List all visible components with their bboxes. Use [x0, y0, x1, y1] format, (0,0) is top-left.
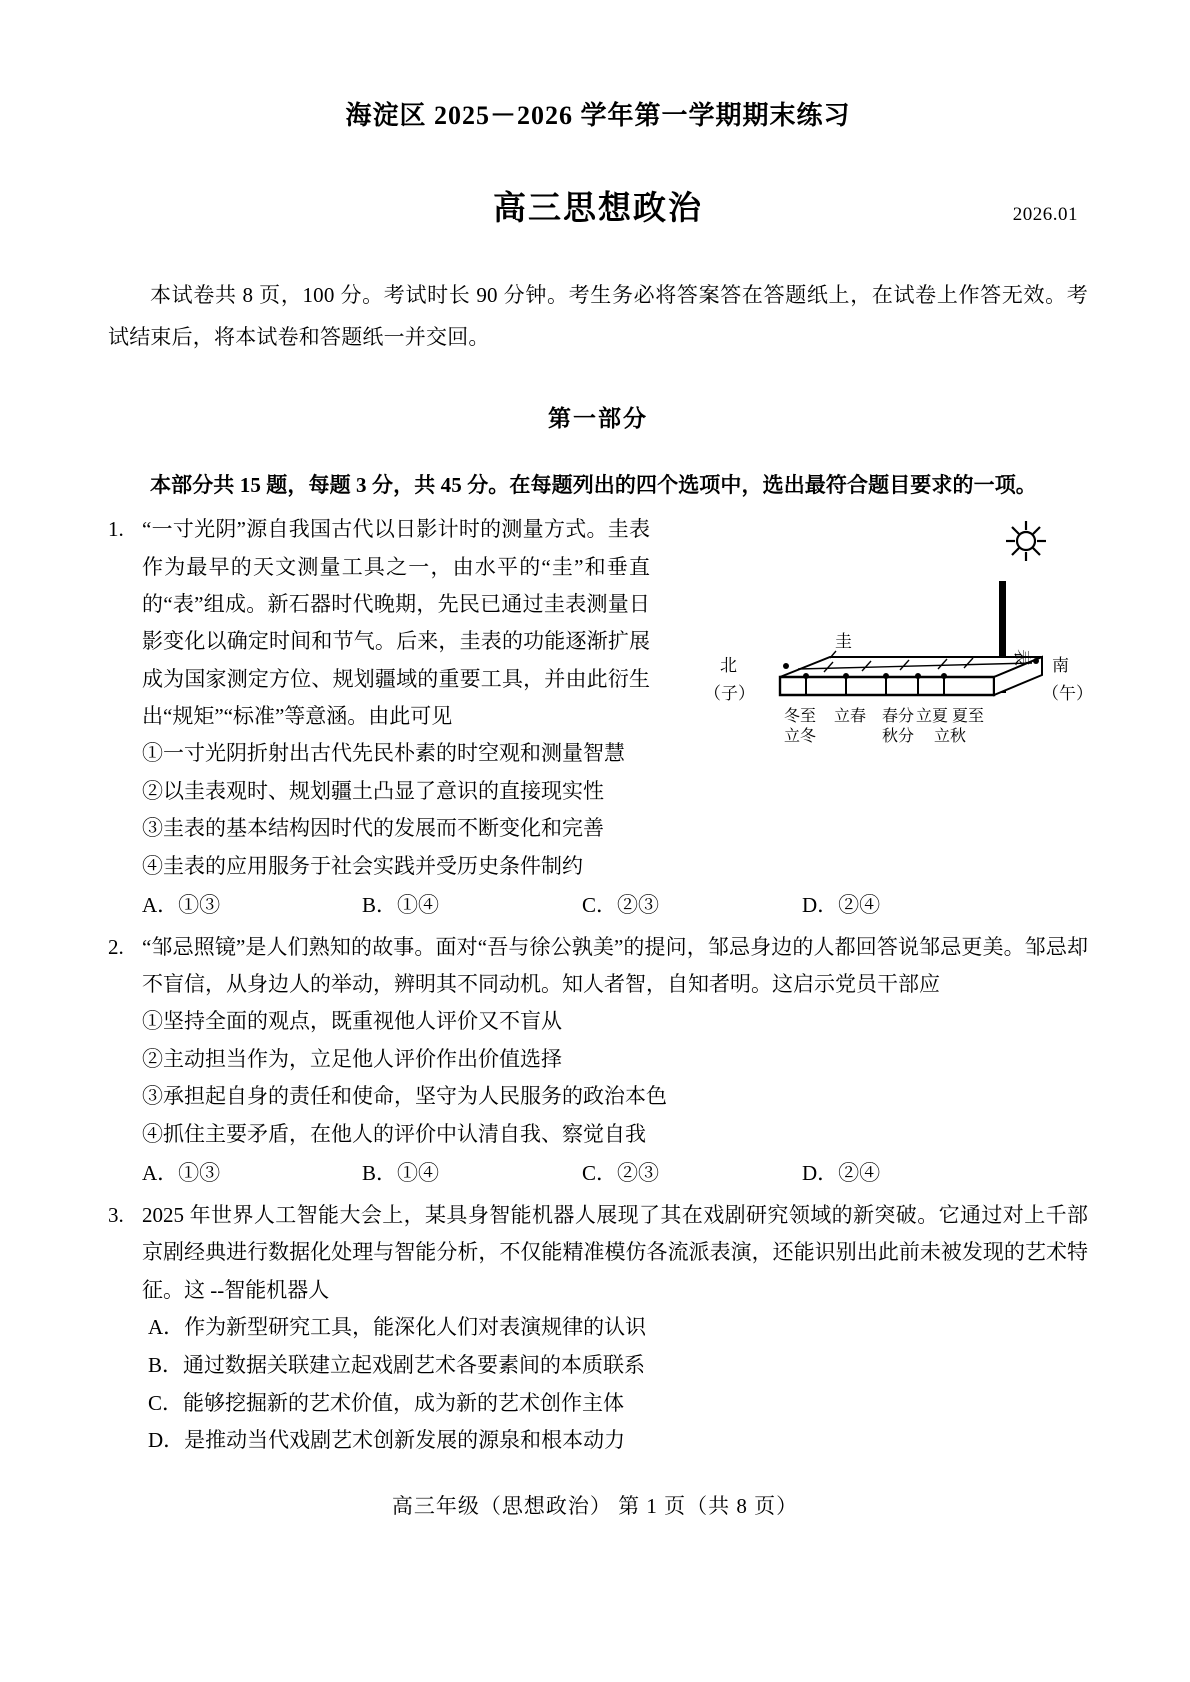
question-2 [108, 929, 1088, 1193]
question-3-option-d[interactable]: D．是推动当代戏剧艺术创新发展的源泉和根本动力 [148, 1428, 626, 1453]
question-1-choices [108, 887, 1088, 925]
figure-label-biao: 表 [1012, 649, 1031, 667]
exam-instructions: 本试卷共 8 页，100 分。考试时长 90 分钟。考生务必将答案答在答题纸上，在试卷上作答无效。考试结束后，将本试卷和答题纸一并交回。 [108, 283, 1088, 350]
figure-term-qiufen: 秋分 [882, 728, 915, 746]
question-2-stem-row [108, 929, 1088, 1004]
figure-term-lichun: 立春 [834, 708, 867, 726]
part-one-heading: 第一部分 [548, 406, 648, 432]
question-2-sub-option-4: ④抓住主要矛盾，在他人的评价中认清自我、察觉自我 [142, 1121, 646, 1146]
question-1-sub-option-2: ②以圭表观时、规划疆土凸显了意识的直接现实性 [142, 778, 604, 803]
question-1-sub-option-1: ①一寸光阴折射出古代先民朴素的时空观和测量智慧 [142, 741, 625, 766]
question-2-choice-a[interactable]: A．①③ [142, 1160, 221, 1185]
question-2-choice-d[interactable]: D．②④ [802, 1160, 881, 1185]
question-3-lettered-options [108, 1309, 1088, 1460]
question-3-number: 3. [108, 1202, 124, 1227]
page-title: 高三思想政治 [493, 191, 703, 228]
question-1 [108, 511, 1093, 925]
figure-term-lidong: 立冬 [784, 728, 817, 746]
question-1-choice-a[interactable]: A．①③ [142, 892, 221, 917]
question-1-choice-d[interactable]: D．②④ [802, 892, 881, 917]
figure-term-xiazhi: 夏至 [952, 708, 985, 726]
question-1-stem: “一寸光阴”源自我国古代以日影计时的测量方式。圭表作为最早的天文测量工具之一，由水平的“圭”和垂直的“表”组成。新石器时代晚期，先民已通过圭表测量日影变化以确定时间和节气。后来，圭表的功能逐渐扩展成为国家测定方位、规划疆域的重要工具，并由此衍生出“规矩”“标准”等意涵。由此可见 [142, 517, 650, 729]
exam-date: 2026.01 [1012, 204, 1078, 226]
question-1-sub-option-3: ③圭表的基本结构因时代的发展而不断变化和完善 [142, 816, 604, 841]
page-footer: 高三年级（思想政治） 第 1 页（共 8 页） [391, 1494, 799, 1518]
part-one-note: 本部分共 15 题，每题 3 分，共 45 分。在每题列出的四个选项中，选出最符合题目要求的一项。 [150, 473, 1037, 498]
question-2-sub-option-2: ②主动担当作为，立足他人评价作出价值选择 [142, 1046, 562, 1071]
figure-label-south: 南 [1052, 656, 1069, 676]
figure-term-chunfen: 春分 [882, 708, 915, 726]
question-3-option-a[interactable]: A．作为新型研究工具，能深化人们对表演规律的认识 [148, 1314, 647, 1339]
question-3-option-b[interactable]: B．通过数据关联建立起戏剧艺术各要素间的本质联系 [148, 1352, 646, 1377]
question-1-sub-option-4: ④圭表的应用服务于社会实践并受历史条件制约 [142, 853, 583, 878]
question-1-number: 1. [108, 517, 124, 542]
figure-term-dongzhi: 冬至 [784, 708, 817, 726]
question-3-stem: 2025 年世界人工智能大会上，某具身智能机器人展现了其在戏剧研究领域的新突破。它通过对上千部京剧经典进行数据化处理与智能分析，不仅能精准模仿各流派表演，还能识别出此前未被发现的艺术特征。这 --智能机器人 [142, 1202, 1088, 1302]
question-3-option-c[interactable]: C．能够挖掘新的艺术价值，成为新的艺术创作主体 [148, 1390, 625, 1415]
question-2-choices [108, 1155, 1088, 1193]
gnomon-figure [702, 519, 1102, 769]
figure-label-north: 北 [720, 656, 737, 676]
question-1-choice-c[interactable]: C．②③ [582, 892, 660, 917]
figure-term-lixia: 立夏 [916, 708, 949, 726]
question-3-stem-row [108, 1197, 1088, 1309]
question-2-choice-c[interactable]: C．②③ [582, 1160, 660, 1185]
question-2-sub-options [108, 1003, 1088, 1153]
question-2-number: 2. [108, 934, 124, 959]
figure-label-south-sub: （午） [1042, 684, 1093, 704]
sun-icon [1006, 521, 1046, 561]
title-row [108, 182, 1088, 228]
school-term-line: 海淀区 2025－2026 学年第一学期期末练习 [345, 101, 851, 130]
question-3 [108, 1197, 1088, 1460]
question-2-sub-option-1: ①坚持全面的观点，既重视他人评价又不盲从 [142, 1009, 562, 1034]
page-content [108, 0, 1093, 1460]
question-2-choice-b[interactable]: B．①④ [362, 1160, 440, 1185]
figure-label-gui: 圭 [835, 632, 852, 652]
question-2-stem: “邹忌照镜”是人们熟知的故事。面对“吾与徐公孰美”的提问，邹忌身边的人都回答说邹忌更美。邹忌却不盲信，从身边人的举动，辨明其不同动机。知人者智，自知者明。这启示党员干部应 [142, 934, 1088, 997]
figure-term-liqiu: 立秋 [934, 728, 967, 746]
question-1-choice-b[interactable]: B．①④ [362, 892, 440, 917]
question-2-sub-option-3: ③承担起自身的责任和使命，坚守为人民服务的政治本色 [142, 1084, 667, 1109]
figure-label-north-sub: （子） [704, 684, 755, 704]
